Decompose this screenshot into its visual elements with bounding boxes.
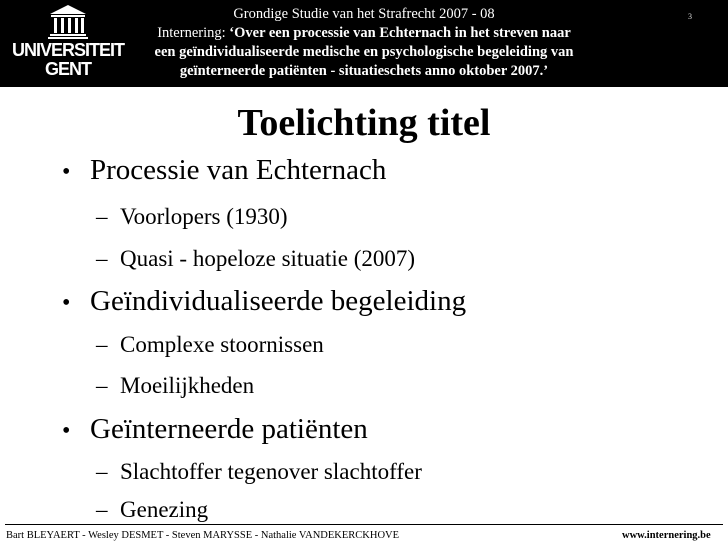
sub-bullet-text: Slachtoffer tegenover slachtoffer [120, 459, 422, 484]
sub-bullet-item [96, 496, 208, 524]
footer-website-link[interactable]: www.internering.be [622, 530, 711, 541]
footer-authors: Bart BLEYAERT - Wesley DESMET - Steven MARYSSE - Nathalie VANDEKERCKHOVE [6, 530, 400, 541]
header-topic-title-part2: een geïndividualiseerde medische en psychologische begeleiding van [154, 44, 574, 60]
dash-symbol: – [96, 373, 108, 398]
slide-title-text: Toelichting titel [237, 102, 491, 144]
page-number: 3 [688, 12, 692, 21]
bullet-symbol: • [62, 159, 71, 185]
dash-symbol: – [96, 497, 108, 522]
bullet-item [62, 412, 368, 448]
header-topic-prefix: Internering: [157, 25, 230, 41]
bullet-text: Geïndividualiseerde begeleiding [90, 285, 467, 317]
slide-header [0, 0, 728, 87]
dash-symbol: – [96, 204, 108, 229]
sub-bullet-item [96, 372, 254, 400]
sub-bullet-item [96, 203, 288, 231]
sub-bullet-text: Complexe stoornissen [120, 332, 324, 357]
university-building-icon [48, 4, 88, 40]
sub-bullet-item [96, 458, 422, 486]
slide-title [0, 100, 728, 146]
header-topic-line [130, 24, 598, 43]
university-logo [4, 2, 132, 84]
header-topic-title-part3: geïnterneerde patiënten - situatieschets anno oktober 2007.’ [179, 63, 549, 79]
bullet-text: Processie van Echternach [90, 154, 387, 186]
sub-bullet-text: Quasi - hopeloze situatie (2007) [120, 246, 416, 271]
header-course-info [130, 5, 598, 81]
header-course-title: Grondige Studie van het Strafrecht 2007 - 08 [233, 6, 495, 22]
sub-bullet-item [96, 331, 324, 359]
bullet-text: Geïnterneerde patiënten [90, 413, 368, 445]
dash-symbol: – [96, 246, 108, 271]
footer-divider [5, 524, 723, 525]
logo-word-gent: GENT [44, 59, 91, 79]
dash-symbol: – [96, 332, 108, 357]
bullet-item [62, 153, 386, 189]
bullet-item [62, 284, 466, 320]
header-topic-title-part1: ‘Over een processie van Echternach in het streven naar [229, 25, 571, 41]
dash-symbol: – [96, 459, 108, 484]
bullet-symbol: • [62, 290, 71, 316]
bullet-symbol: • [62, 418, 71, 444]
logo-word-universiteit: UNIVERSITEIT [11, 40, 124, 60]
sub-bullet-text: Moeilijkheden [120, 373, 255, 398]
sub-bullet-item [96, 245, 415, 273]
sub-bullet-text: Genezing [120, 497, 209, 522]
sub-bullet-text: Voorlopers (1930) [120, 204, 288, 229]
